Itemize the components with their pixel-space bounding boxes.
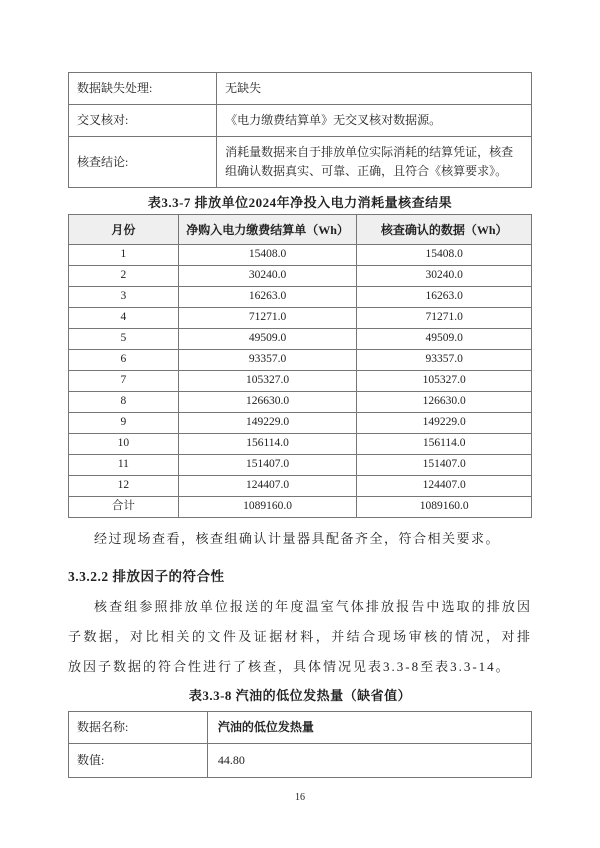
table-row [69,476,532,497]
table-cell: 156114.0 [357,434,532,455]
section-heading: 3.3.2.2 排放因子的符合性 [68,569,225,584]
table-cell: 15408.0 [178,245,357,266]
table-cell: 合计 [69,497,179,518]
electricity-consumption-table [68,214,532,518]
table-cell: 3 [69,287,179,308]
electricity-table-title: 表3.3-7 排放单位2024年净投入电力消耗量核查结果 [147,195,453,210]
electricity-table-body [69,245,532,518]
table-cell: 无缺失 [217,73,532,105]
table-row [69,137,532,188]
table-cell: 124407.0 [357,476,532,497]
table-cell: 16263.0 [357,287,532,308]
table-cell: 6 [69,350,179,371]
table-cell: 126630.0 [178,392,357,413]
table-cell: 105327.0 [357,371,532,392]
table-cell: 2 [69,266,179,287]
table-row [69,712,532,744]
table-row [69,455,532,476]
table-cell: 151407.0 [178,455,357,476]
table-cell: 1 [69,245,179,266]
electricity-table-header [69,215,532,245]
table-cell: 汽油的低位发热量 [207,712,531,744]
table-cell: 30240.0 [178,266,357,287]
table-cell: 30240.0 [357,266,532,287]
table-cell: 数据缺失处理: [69,73,217,105]
verification-info-table [68,72,532,188]
table-row [69,497,532,518]
verification-info-table-body [69,73,532,188]
table-cell: 数值: [69,744,208,778]
table-cell: 消耗量数据来自于排放单位实际消耗的结算凭证，核查组确认数据真实、可靠、正确，且符合《核算要求》。 [217,137,532,188]
table-cell: 151407.0 [357,455,532,476]
table-row [69,73,532,105]
table-cell: 11 [69,455,179,476]
column-header-month: 月份 [69,215,179,245]
table-cell: 71271.0 [178,308,357,329]
paragraph-site-check: 经过现场查看，核查组确认计量器具配备齐全，符合相关要求。 [94,531,501,546]
table-cell: 149229.0 [357,413,532,434]
table-row [69,329,532,350]
table-cell: 126630.0 [357,392,532,413]
table-header-row [69,215,532,245]
page-number: 16 [295,792,305,803]
gasoline-heating-value-table [68,711,532,778]
table-cell: 105327.0 [178,371,357,392]
table-cell: 8 [69,392,179,413]
table-row [69,371,532,392]
table-cell: 数据名称: [69,712,208,744]
table-cell: 交叉核对: [69,105,217,137]
gasoline-table-body [69,712,532,778]
table-cell: 149229.0 [178,413,357,434]
table-cell: 1089160.0 [178,497,357,518]
section-paragraph: 核查组参照排放单位报送的年度温室气体排放报告中选取的排放因子数据，对比相关的文件及证据材料，并结合现场审核的情况，对排放因子数据的符合性进行了核查，具体情况见表3.3-8至表3.3-14。 [68,599,532,674]
column-header-billing: 净购入电力缴费结算单（Wh） [178,215,357,245]
table-cell: 16263.0 [178,287,357,308]
table-row [69,392,532,413]
table-cell: 12 [69,476,179,497]
table-cell: 10 [69,434,179,455]
table-cell: 44.80 [207,744,531,778]
table-cell: 156114.0 [178,434,357,455]
column-header-confirmed: 核查确认的数据（Wh） [357,215,532,245]
table-row [69,434,532,455]
table-row [69,413,532,434]
table-cell: 49509.0 [357,329,532,350]
table-row [69,105,532,137]
table-cell: 93357.0 [357,350,532,371]
table-cell: 1089160.0 [357,497,532,518]
table-cell: 93357.0 [178,350,357,371]
table-row [69,245,532,266]
table-row [69,744,532,778]
table-cell: 4 [69,308,179,329]
table-cell: 71271.0 [357,308,532,329]
table-cell: 15408.0 [357,245,532,266]
table-cell: 124407.0 [178,476,357,497]
table-cell: 9 [69,413,179,434]
table-row [69,350,532,371]
table-row [69,266,532,287]
gasoline-table-title: 表3.3-8 汽油的低位发热量（缺省值） [188,688,412,703]
table-cell: 49509.0 [178,329,357,350]
table-cell: 核查结论: [69,137,217,188]
table-cell: 5 [69,329,179,350]
table-row [69,308,532,329]
table-cell: 7 [69,371,179,392]
table-row [69,287,532,308]
table-cell: 《电力缴费结算单》无交叉核对数据源。 [217,105,532,137]
